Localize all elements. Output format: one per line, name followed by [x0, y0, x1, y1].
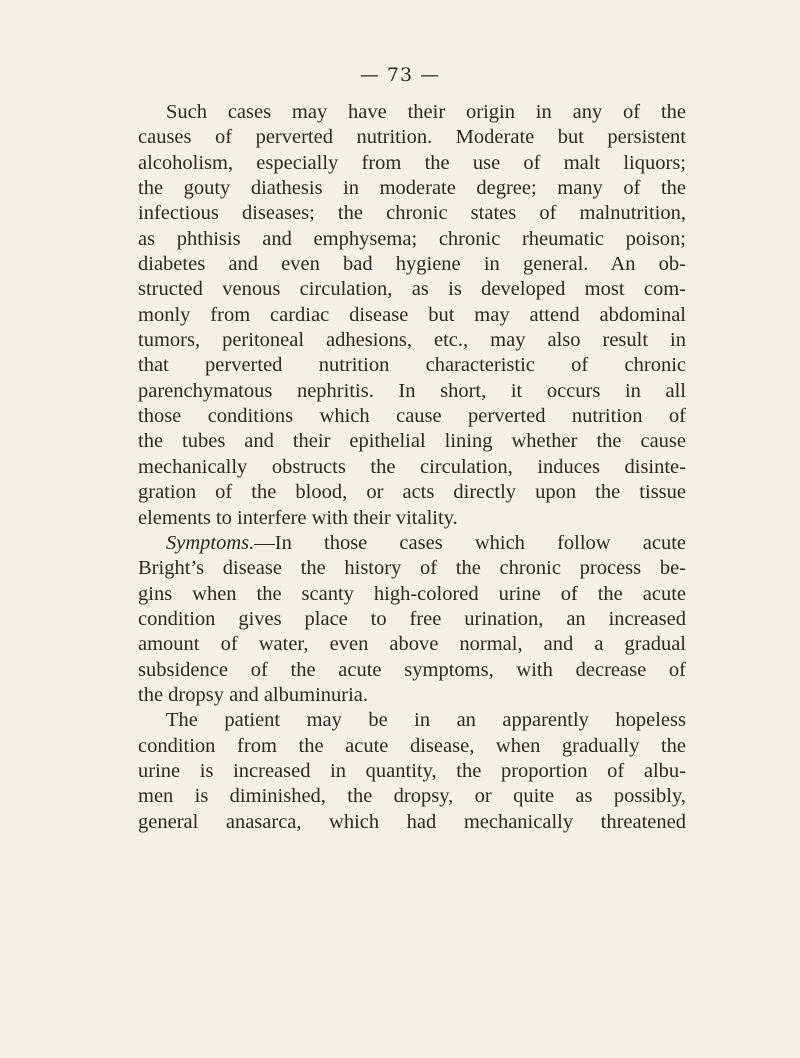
- text-line: monly from cardiac disease but may attend abdominal: [138, 303, 686, 326]
- symptoms-first-line: [138, 531, 686, 556]
- paragraph-1: [138, 100, 686, 531]
- text-line: elements to interfere with their vitality.: [138, 506, 458, 529]
- text-line: infectious diseases; the chronic states of malnutrition,: [138, 202, 686, 225]
- text-line: The patient may be in an apparently hopeless: [166, 709, 686, 732]
- text-line: men is diminished, the dropsy, or quite as possibly,: [138, 785, 686, 808]
- symptoms-first-line-rest: —In those cases which follow acute: [254, 531, 686, 554]
- symptoms-heading: Symptoms.: [166, 531, 255, 554]
- text-line: the tubes and their epithelial lining whether the cause: [138, 430, 686, 453]
- text-line: the dropsy and albuminuria.: [138, 683, 369, 706]
- text-line: subsidence of the acute symptoms, with decrease of: [138, 658, 686, 681]
- text-line: those conditions which cause perverted nutrition of: [138, 405, 686, 428]
- text-line: Bright’s disease the history of the chronic process be-: [138, 557, 686, 580]
- text-line: amount of water, even above normal, and a gradual: [138, 633, 686, 656]
- text-line: Such cases may have their origin in any of the: [166, 101, 686, 123]
- paragraph-3: [138, 708, 686, 835]
- page-number: — 73 —: [359, 64, 441, 86]
- text-line: parenchymatous nephritis. In short, it occurs in all: [138, 379, 686, 402]
- text-line: tumors, peritoneal adhesions, etc., may also result in: [138, 329, 686, 352]
- text-line: diabetes and even bad hygiene in general. An ob-: [138, 253, 686, 276]
- text-line: as phthisis and emphysema; chronic rheumatic poison;: [138, 227, 686, 250]
- text-line: mechanically obstructs the circulation, induces disinte-: [138, 455, 686, 478]
- text-line: structed venous circulation, as is developed most com-: [138, 278, 686, 301]
- text-line: urine is increased in quantity, the proportion of albu-: [138, 759, 686, 782]
- body-text: [138, 100, 686, 835]
- text-line: that perverted nutrition characteristic of chronic: [138, 354, 686, 377]
- text-line: causes of perverted nutrition. Moderate but persistent: [138, 126, 686, 149]
- text-line: the gouty diathesis in moderate degree; many of the: [138, 177, 686, 200]
- text-line: condition gives place to free urination, an increased: [138, 607, 686, 630]
- paragraph-2: [138, 531, 686, 708]
- text-line: general anasarca, which had mechanically threatened: [138, 810, 686, 833]
- text-line: condition from the acute disease, when gradually the: [138, 734, 686, 757]
- text-line: gins when the scanty high-colored urine of the acute: [138, 582, 686, 605]
- text-line: gration of the blood, or acts directly upon the tissue: [138, 481, 686, 504]
- text-line: alcoholism, especially from the use of malt liquors;: [138, 151, 686, 174]
